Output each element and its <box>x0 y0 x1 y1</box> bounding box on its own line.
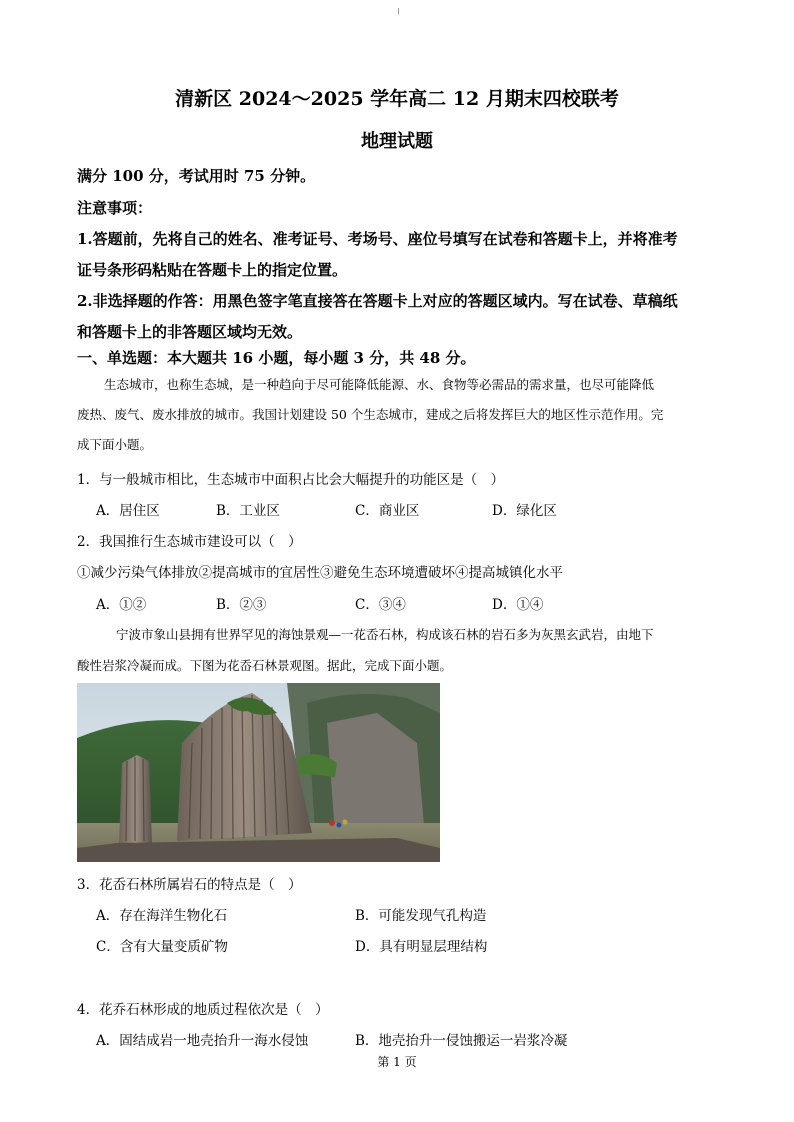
passage-2-line-2: 酸性岩浆冷凝而成。下图为花岙石林景观图。据此，完成下面小题。 <box>77 658 453 673</box>
passage-2-line-1: 宁波市象山县拥有世界罕见的海蚀景观—一花岙石林，构成该石林的岩石多为灰黑玄武岩，由地下 <box>116 627 654 642</box>
exam-subtitle: 地理试题 <box>361 131 433 152</box>
notice-1-line-1: 1.答题前，先将自己的姓名、准考证号、考场号、座位号填写在试卷和答题卡上，并将准考 <box>77 230 678 248</box>
passage-1-line-1: 生态城市，也称生态城，是一种趋向于尽可能降低能源、水、食物等必需品的需求量，也尽可能降低 <box>104 377 655 392</box>
question-3-option-a: A．存在海洋生物化石 <box>96 908 228 924</box>
question-2-option-c: C．③④ <box>355 597 406 613</box>
passage-1-line-3: 成下面小题。 <box>77 437 153 452</box>
question-2-option-a: A．①② <box>96 597 147 613</box>
question-3-option-d: D．具有明显层理结构 <box>355 939 488 955</box>
exam-title: 清新区 2024～2025 学年高二 12 月期末四校联考 <box>175 88 619 110</box>
notice-title: 注意事项： <box>77 199 153 217</box>
notice-2-line-1: 2.非选择题的作答：用黑色签字笔直接答在答题卡上对应的答题区域内。写在试卷、草稿纸 <box>77 292 678 310</box>
question-1-option-d: D．绿化区 <box>492 503 557 519</box>
question-3-option-b: B．可能发现气孔构造 <box>355 908 487 924</box>
score-time-info: 满分 100 分，考试用时 75 分钟。 <box>77 167 316 185</box>
stone-forest-photo <box>77 683 440 862</box>
question-2-option-b: B．②③ <box>216 597 267 613</box>
notice-2-line-2: 和答题卡上的非答题区域均无效。 <box>77 323 303 341</box>
question-4-option-b: B．地壳抬升一侵蚀搬运一岩浆冷凝 <box>355 1033 568 1049</box>
question-2-stem: 2．我国推行生态城市建设可以（ ） <box>77 534 302 550</box>
question-1-stem: 1．与一般城市相比，生态城市中面积占比会大幅提升的功能区是（ ） <box>77 472 505 488</box>
question-1-option-c: C．商业区 <box>355 503 420 519</box>
question-2-option-d: D．①④ <box>492 597 544 613</box>
section-heading: 一、单选题：本大题共 16 小题，每小题 3 分，共 48 分。 <box>77 349 476 367</box>
passage-1-line-2: 废热、废气、废水排放的城市。我国计划建设 50 个生态城市，建成之后将发挥巨大的地区性示范作用。完 <box>77 407 664 422</box>
question-3-option-c: C．含有大量变质矿物 <box>96 939 228 955</box>
question-1-option-a: A．居住区 <box>96 503 160 519</box>
stone-forest-illustration <box>77 683 440 862</box>
notice-1-line-2: 证号条形码粘贴在答题卡上的指定位置。 <box>77 261 348 279</box>
question-4-option-a: A．固结成岩一地壳抬升一海水侵蚀 <box>96 1033 309 1049</box>
top-tick-mark <box>398 8 399 14</box>
question-3-stem: 3．花岙石林所属岩石的特点是（ ） <box>77 877 302 893</box>
question-2-items: ①减少污染气体排放②提高城市的宜居性③避免生态环境遭破坏④提高城镇化水平 <box>77 565 563 581</box>
question-4-stem: 4．花乔石林形成的地质过程依次是（ ） <box>77 1002 329 1018</box>
page-number: 第 1 页 <box>377 1055 417 1069</box>
question-1-option-b: B．工业区 <box>216 503 280 519</box>
